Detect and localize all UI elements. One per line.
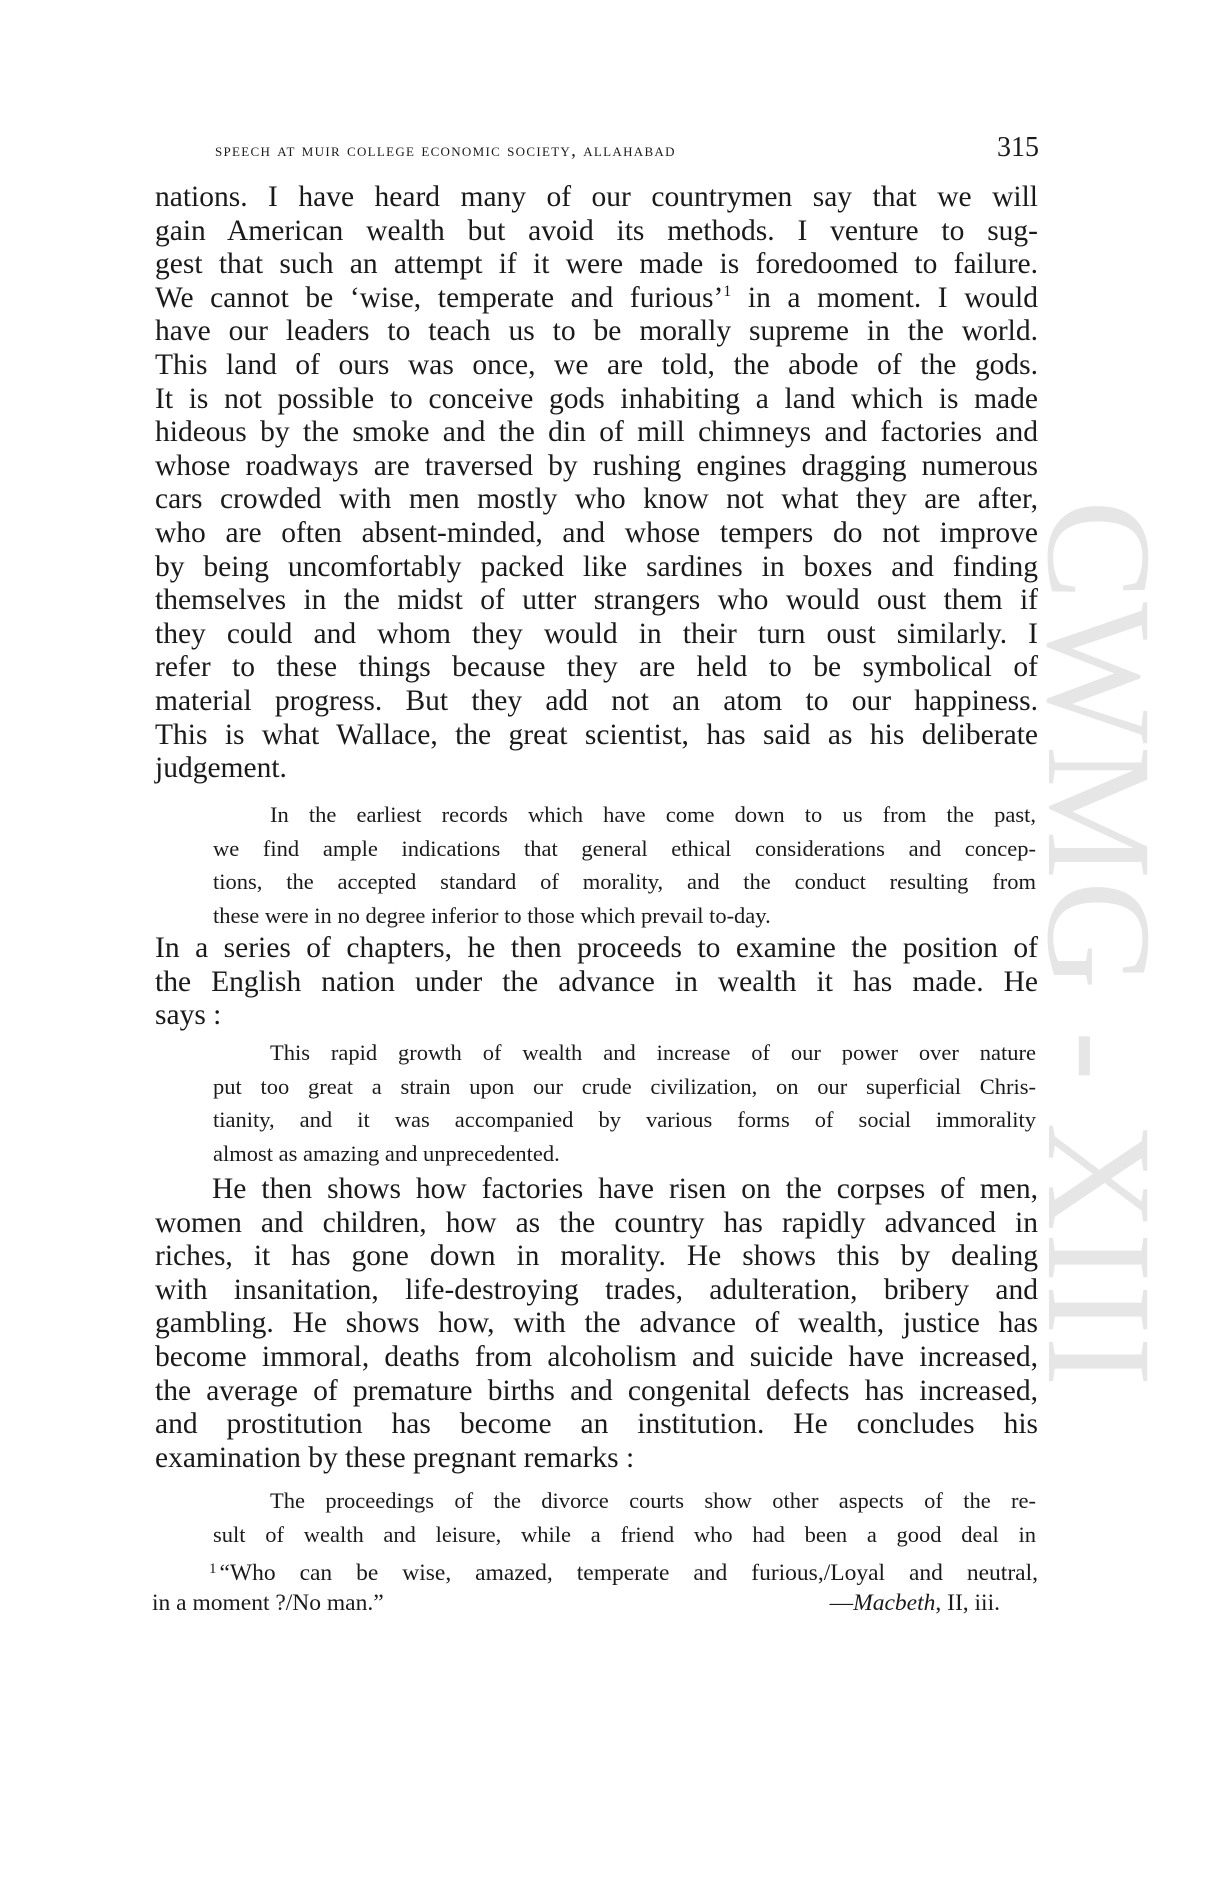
watermark-text: CWMG - XIII: [1016, 500, 1182, 1389]
quote-line: In the earliest records which have come down to us from the past,: [270, 802, 1036, 827]
quote-line: these were in no degree inferior to those which prevail to-day.: [213, 902, 771, 928]
page-header: [215, 132, 1039, 164]
text-line: and prostitution has become an institution. He concludes his: [155, 1408, 1038, 1441]
text-line: who are often absent-minded, and whose tempers do not improve: [155, 516, 1038, 549]
citation-dash: —: [829, 1590, 854, 1616]
text-line: gest that such an attempt if it were made is foredoomed to failure.: [155, 248, 1038, 281]
text-line: hideous by the smoke and the din of mill chimneys and factories and: [155, 416, 1038, 449]
quote-line: tions, the accepted standard of morality, and the conduct resulting from: [213, 869, 1036, 894]
text-line: He then shows how factories have risen on the corpses of men,: [212, 1173, 1038, 1205]
text-span: We cannot be ‘wise, temperate and furious’: [155, 281, 724, 314]
text-span: in a moment. I would: [731, 281, 1038, 314]
text-line: gambling. He shows how, with the advance of wealth, justice has: [155, 1307, 1038, 1340]
paragraph-2: [155, 932, 1038, 1033]
quote-line: tianity, and it was accompanied by various forms of social immorality: [213, 1107, 1036, 1132]
text-line: says :: [155, 999, 222, 1032]
text-line: they could and whom they would in their turn oust similarly. I: [155, 617, 1038, 650]
block-quote-2: [213, 1036, 1036, 1170]
citation-title: Macbeth: [853, 1590, 936, 1616]
text-line: [155, 282, 1038, 316]
quote-line: This rapid growth of wealth and increase of our power over nature: [270, 1040, 1036, 1065]
text-line: It is not possible to conceive gods inhabiting a land which is made: [155, 382, 1038, 415]
text-line: the English nation under the advance in wealth it has made. He: [155, 965, 1038, 998]
text-line: themselves in the midst of utter strangers who would oust them if: [155, 584, 1038, 617]
text-line: refer to these things because they are held to be symbolical of: [155, 651, 1038, 684]
text-line: examination by these pregnant remarks :: [155, 1441, 635, 1474]
text-line: nations. I have heard many of our countrymen say that we will: [155, 181, 1038, 213]
quote-line: we find ample indications that general ethical considerations and concep-: [213, 835, 1036, 861]
text-line: with insanitation, life-destroying trades, adulteration, bribery and: [155, 1273, 1038, 1306]
footnote-text: in a moment ?/No man.”: [152, 1590, 384, 1616]
footnote-line: [152, 1552, 1038, 1586]
text-line: This land of ours was once, we are told, the abode of the gods.: [155, 348, 1038, 381]
block-quote-1: [213, 798, 1036, 932]
quote-line: sult of wealth and leisure, while a friend who had been a good deal in: [213, 1521, 1036, 1547]
text-line: have our leaders to teach us to be morally supreme in the world.: [155, 315, 1038, 348]
text-line: This is what Wallace, the great scientist, has said as his deliberate: [155, 718, 1038, 751]
footnote-marker: 1: [209, 1561, 217, 1577]
citation-ref: , II, iii.: [935, 1590, 1000, 1616]
text-line: gain American wealth but avoid its methods. I venture to sug-: [155, 214, 1038, 247]
text-line: In a series of chapters, he then proceeds to examine the position of: [155, 932, 1038, 964]
text-line: riches, it has gone down in morality. He shows this by dealing: [155, 1240, 1038, 1273]
quote-line: The proceedings of the divorce courts show other aspects of the re-: [270, 1488, 1036, 1513]
paragraph-1: [155, 181, 1038, 786]
footnote: [152, 1552, 1038, 1620]
footnote-line: [152, 1586, 1038, 1620]
paragraph-3: [155, 1173, 1038, 1475]
block-quote-3: [213, 1484, 1036, 1551]
text-line: judgement.: [155, 752, 287, 785]
footnote-reference[interactable]: 1: [723, 282, 732, 300]
text-line: cars crowded with men mostly who know not what they are after,: [155, 483, 1038, 516]
quote-line: put too great a strain upon our crude civilization, on our superficial Chris-: [213, 1073, 1036, 1099]
text-line: become immoral, deaths from alcoholism and suicide have increased,: [155, 1340, 1038, 1373]
footnote-text: “Who can be wise, amazed, temperate and furious,/Loyal and neutral,: [219, 1560, 1038, 1586]
text-line: material progress. But they add not an atom to our happiness.: [155, 684, 1038, 717]
quote-line: almost as amazing and unprecedented.: [213, 1140, 560, 1166]
text-line: the average of premature births and congenital defects has increased,: [155, 1374, 1038, 1407]
footnote-citation: [830, 1586, 1000, 1620]
running-head: speech at muir college economic society, allahabad: [215, 140, 676, 161]
text-line: whose roadways are traversed by rushing engines dragging numerous: [155, 449, 1038, 482]
text-line: by being uncomfortably packed like sardines in boxes and finding: [155, 550, 1038, 583]
page-number: 315: [997, 132, 1039, 163]
text-line: women and children, how as the country has rapidly advanced in: [155, 1206, 1038, 1239]
